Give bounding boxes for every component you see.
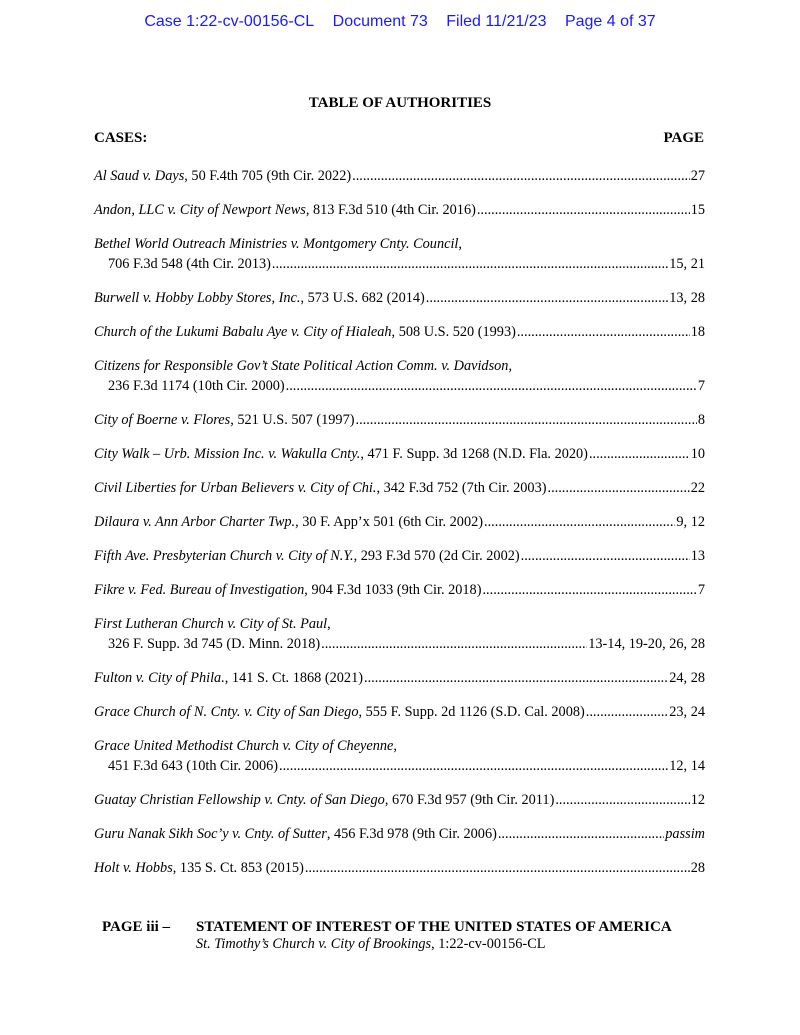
page-reference: 10 — [690, 446, 705, 462]
citation: , 141 S. Ct. 1868 (2021) — [224, 670, 363, 686]
page-reference: 13-14, 19-20, 26, 28 — [588, 636, 705, 652]
dot-leader — [356, 410, 697, 430]
authority-entry — [94, 668, 705, 688]
footer-statement: STATEMENT OF INTEREST OF THE UNITED STATES OF AMERICA — [196, 919, 672, 935]
authority-entry — [94, 166, 705, 186]
case-name: Fikre v. Fed. Bureau of Investigation — [94, 582, 305, 598]
page-reference: 13 — [690, 548, 705, 564]
dot-leader — [272, 254, 668, 274]
case-name: City of Boerne v. Flores — [94, 412, 231, 428]
dot-leader — [586, 702, 668, 722]
case-name: Guatay Christian Fellowship v. Cnty. of San Diego — [94, 792, 385, 808]
case-name: Civil Liberties for Urban Believers v. City of Chi. — [94, 480, 377, 496]
page-reference: 12 — [690, 792, 705, 808]
page-reference: 8 — [697, 412, 705, 428]
citation: , 555 F. Supp. 2d 1126 (S.D. Cal. 2008) — [358, 704, 585, 720]
cases-heading: CASES: — [94, 130, 148, 146]
page-reference: 7 — [697, 378, 705, 394]
citation: , 135 S. Ct. 853 (2015) — [172, 860, 304, 876]
authority-entry — [94, 288, 705, 308]
authority-entry — [94, 614, 705, 654]
authority-entry — [94, 790, 705, 810]
citation: , — [327, 616, 331, 632]
page-reference: 15, 21 — [669, 256, 705, 272]
citation: , 508 U.S. 520 (1993) — [391, 324, 516, 340]
column-headers — [94, 130, 704, 147]
page-reference: 15 — [690, 202, 705, 218]
dot-leader — [482, 580, 696, 600]
dot-leader — [548, 478, 690, 498]
authority-entry — [94, 356, 705, 396]
case-name: Burwell v. Hobby Lobby Stores, Inc. — [94, 290, 301, 306]
filed-date: Filed 11/21/23 — [446, 13, 547, 30]
citation: , 521 U.S. 507 (1997) — [230, 412, 355, 428]
footer-caption-rest: , 1:22-cv-00156-CL — [431, 936, 546, 952]
authority-entry — [94, 580, 705, 600]
footer-caption — [102, 936, 712, 953]
dot-leader — [517, 322, 690, 342]
citation: , 813 F.3d 510 (4th Cir. 2016) — [305, 202, 476, 218]
dot-leader — [426, 288, 668, 308]
citation: , — [393, 738, 397, 754]
citation: , 456 F.3d 978 (9th Cir. 2006) — [326, 826, 497, 842]
authority-entry — [94, 478, 705, 498]
page-reference: 18 — [690, 324, 705, 340]
authority-entry — [94, 736, 705, 776]
dot-leader — [352, 166, 690, 186]
dot-leader — [555, 790, 689, 810]
document-number: Document 73 — [332, 13, 428, 30]
citation: , — [508, 358, 513, 374]
citation-continued: 326 F. Supp. 3d 745 (D. Minn. 2018) — [108, 636, 321, 652]
citation: , 471 F. Supp. 3d 1268 (N.D. Fla. 2020) — [360, 446, 588, 462]
page-heading: PAGE — [663, 130, 704, 146]
dot-leader — [286, 376, 697, 396]
case-name: Grace Church of N. Cnty. v. City of San Diego — [94, 704, 359, 720]
authority-entry — [94, 200, 705, 220]
page-title: TABLE OF AUTHORITIES — [308, 95, 492, 111]
case-number: Case 1:22-cv-00156-CL — [144, 13, 315, 30]
case-name: City Walk – Urb. Mission Inc. v. Wakulla Cnty. — [94, 446, 361, 462]
authorities-list — [94, 166, 705, 892]
dot-leader — [521, 546, 690, 566]
citation: , — [458, 236, 462, 252]
citation-continued: 706 F.3d 548 (4th Cir. 2013) — [108, 256, 271, 272]
citation: , 50 F.4th 705 (9th Cir. 2022) — [184, 168, 352, 184]
page-reference: 12, 14 — [669, 758, 705, 774]
dot-leader — [589, 444, 690, 464]
authority-entry — [94, 322, 705, 342]
dot-leader — [477, 200, 690, 220]
case-name: Fulton v. City of Phila. — [94, 670, 225, 686]
page-reference: passim — [665, 826, 705, 842]
page-reference: 9, 12 — [676, 514, 705, 530]
authority-entry — [94, 702, 705, 722]
citation-continued: 451 F.3d 643 (10th Cir. 2006) — [108, 758, 279, 774]
authority-entry — [94, 858, 705, 878]
case-name: Guru Nanak Sikh Soc’y v. Cnty. of Sutter — [94, 826, 327, 842]
case-name: Andon, LLC v. City of Newport News — [94, 202, 306, 218]
page-reference: 7 — [697, 582, 705, 598]
page-reference: 22 — [690, 480, 705, 496]
citation: , 670 F.3d 957 (9th Cir. 2011) — [384, 792, 555, 808]
ecf-header — [0, 13, 800, 31]
page-reference: 24, 28 — [669, 670, 705, 686]
dot-leader — [305, 858, 690, 878]
page-reference: 13, 28 — [669, 290, 705, 306]
case-name: Fifth Ave. Presbyterian Church v. City of N.Y. — [94, 548, 354, 564]
case-name: Citizens for Responsible Gov’t State Political Action Comm. v. Davidson — [94, 358, 509, 374]
citation: , 293 F.3d 570 (2d Cir. 2002) — [353, 548, 520, 564]
citation: , 904 F.3d 1033 (9th Cir. 2018) — [304, 582, 482, 598]
page-reference: 28 — [690, 860, 705, 876]
case-name: Church of the Lukumi Babalu Aye v. City of Hialeah — [94, 324, 392, 340]
case-name: Al Saud v. Days — [94, 168, 185, 184]
case-name: Holt v. Hobbs — [94, 860, 173, 876]
citation: , 573 U.S. 682 (2014) — [300, 290, 425, 306]
citation-continued: 236 F.3d 1174 (10th Cir. 2000) — [108, 378, 285, 394]
authority-entry — [94, 512, 705, 532]
authority-entry — [94, 546, 705, 566]
case-name: Grace United Methodist Church v. City of Cheyenne — [94, 738, 394, 754]
footer-caption-case: St. Timothy’s Church v. City of Brookings — [196, 936, 432, 952]
footer-page-label: PAGE iii – — [102, 919, 171, 935]
page-reference: 27 — [690, 168, 705, 184]
citation: , 342 F.3d 752 (7th Cir. 2003) — [376, 480, 547, 496]
case-name: Dilaura v. Ann Arbor Charter Twp. — [94, 514, 296, 530]
authority-entry — [94, 234, 705, 274]
authority-entry — [94, 824, 705, 844]
case-name: Bethel World Outreach Ministries v. Montgomery Cnty. Council — [94, 236, 459, 252]
authority-entry — [94, 410, 705, 430]
citation: , 30 F. App’x 501 (6th Cir. 2002) — [295, 514, 484, 530]
page-footer — [102, 919, 712, 953]
page-count: Page 4 of 37 — [564, 13, 656, 30]
page-reference: 23, 24 — [669, 704, 705, 720]
dot-leader — [279, 756, 668, 776]
dot-leader — [364, 668, 668, 688]
dot-leader — [498, 824, 664, 844]
dot-leader — [321, 634, 587, 654]
case-name: First Lutheran Church v. City of St. Paul — [94, 616, 328, 632]
authority-entry — [94, 444, 705, 464]
dot-leader — [484, 512, 675, 532]
